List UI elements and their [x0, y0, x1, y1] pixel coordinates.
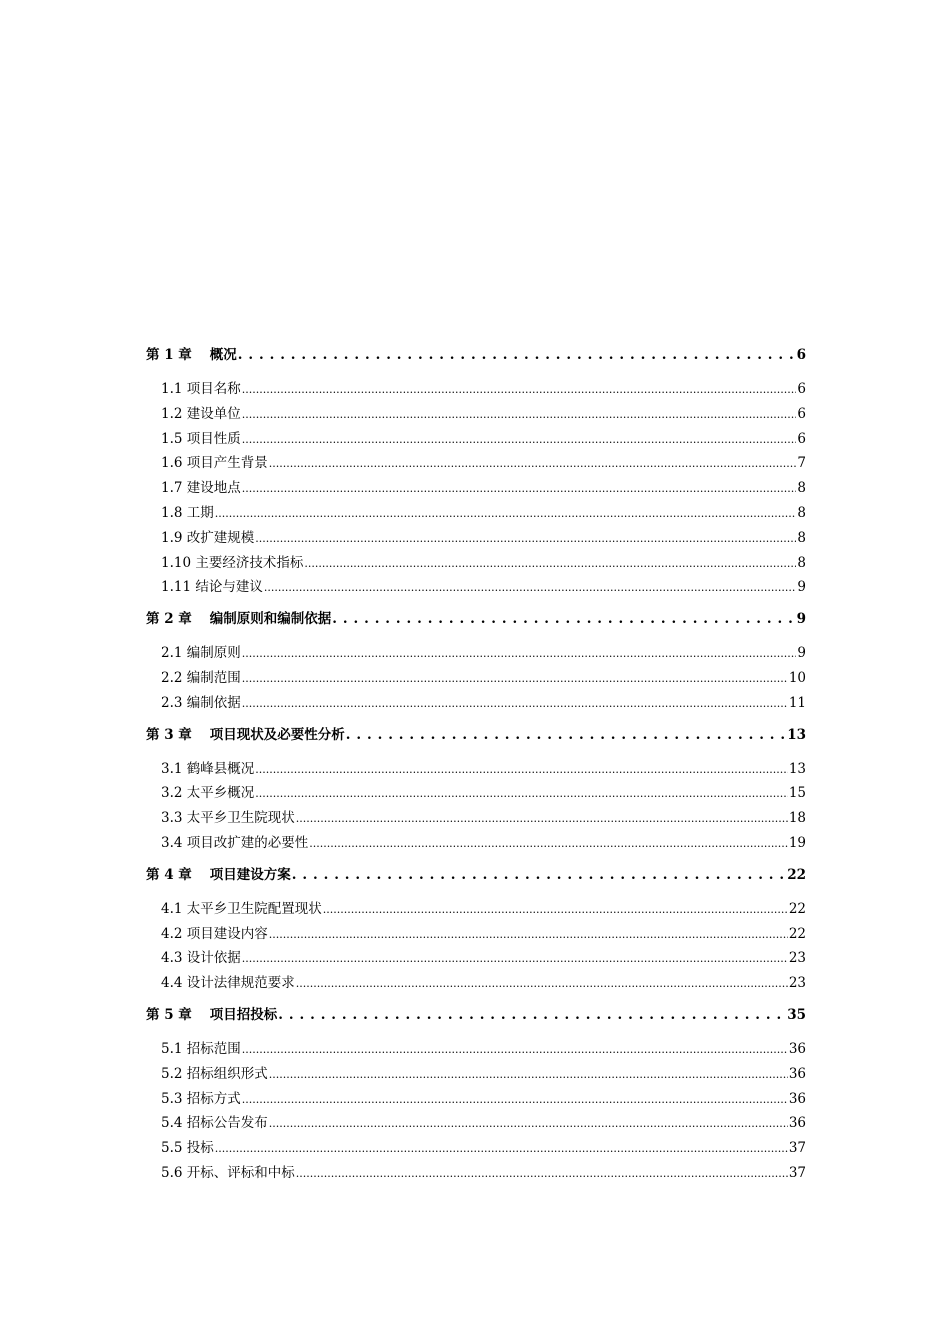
section-title: 1.11 结论与建议 — [161, 579, 263, 596]
page-number: 7 — [797, 455, 806, 472]
toc-section[interactable] — [146, 451, 806, 476]
page-number: 9 — [797, 645, 806, 662]
chapter-title: 编制原则和编制依据 — [209, 611, 332, 628]
toc-section[interactable] — [146, 757, 806, 782]
section-title: 1.1 项目名称 — [161, 381, 241, 397]
section-title: 1.2 建设单位 — [161, 405, 241, 422]
toc-section[interactable] — [146, 402, 806, 427]
toc-section[interactable] — [146, 1111, 806, 1136]
toc-chapter[interactable] — [146, 723, 806, 749]
toc-section[interactable] — [146, 1087, 806, 1112]
dot-leader — [269, 1066, 788, 1082]
dot-leader — [255, 785, 788, 801]
page-number: 35 — [787, 1006, 806, 1023]
toc-chapter[interactable] — [146, 343, 806, 369]
dot-leader — [296, 975, 788, 991]
toc-section[interactable] — [146, 526, 806, 551]
page-number: 18 — [788, 810, 806, 827]
page-number: 36 — [788, 1040, 806, 1057]
toc-section[interactable] — [146, 1062, 806, 1087]
section-title: 1.5 项目性质 — [161, 430, 241, 447]
section-title: 5.2 招标组织形式 — [161, 1065, 268, 1082]
dot-leader — [242, 950, 788, 966]
page-number: 22 — [788, 900, 806, 917]
toc-section[interactable] — [146, 831, 806, 856]
section-title: 3.2 太平乡概况 — [161, 785, 255, 802]
dot-leader — [242, 480, 797, 496]
toc-section[interactable] — [146, 377, 806, 402]
toc-section[interactable] — [146, 476, 806, 501]
dot-leader — [264, 579, 797, 595]
section-title: 3.4 项目改扩建的必要性 — [161, 834, 309, 851]
page-number: 6 — [797, 381, 806, 397]
page-number: 9 — [797, 579, 806, 596]
section-title: 1.6 项目产生背景 — [161, 455, 268, 472]
page-number: 6 — [797, 430, 806, 447]
toc-section[interactable] — [146, 1136, 806, 1161]
toc-section[interactable] — [146, 806, 806, 831]
chapter-number: 第 2 章 — [146, 611, 192, 628]
toc-section[interactable] — [146, 897, 806, 922]
page-number: 36 — [788, 1115, 806, 1132]
dot-leader — [278, 1007, 786, 1023]
chapter-title: 概况 — [209, 347, 237, 363]
page-number: 23 — [788, 950, 806, 967]
section-title: 2.1 编制原则 — [161, 645, 241, 662]
chapter-number: 第 5 章 — [146, 1006, 192, 1023]
dot-leader — [238, 347, 796, 363]
dot-leader — [242, 431, 797, 447]
section-title: 5.4 招标公告发布 — [161, 1115, 268, 1132]
section-title: 4.1 太平乡卫生院配置现状 — [161, 900, 322, 917]
chapter-number: 第 1 章 — [146, 347, 192, 363]
toc-section[interactable] — [146, 922, 806, 947]
page-number: 8 — [797, 504, 806, 521]
toc-section[interactable] — [146, 575, 806, 600]
section-title: 5.1 招标范围 — [161, 1040, 241, 1057]
dot-leader — [242, 1091, 788, 1107]
dot-leader — [242, 645, 797, 661]
dot-leader — [255, 530, 796, 546]
page-number: 15 — [788, 785, 806, 802]
page-number: 36 — [788, 1090, 806, 1107]
dot-leader — [296, 810, 788, 826]
section-title: 1.10 主要经济技术指标 — [161, 554, 304, 571]
page-number: 6 — [797, 405, 806, 422]
section-title: 4.2 项目建设内容 — [161, 925, 268, 942]
section-title: 5.6 开标、评标和中标 — [161, 1164, 295, 1181]
page-number: 36 — [788, 1065, 806, 1082]
toc-section[interactable] — [146, 501, 806, 526]
dot-leader — [255, 761, 788, 777]
section-title: 3.1 鹤峰县概况 — [161, 760, 255, 777]
section-title: 1.9 改扩建规模 — [161, 529, 255, 546]
section-title: 1.8 工期 — [161, 504, 214, 521]
page-number: 22 — [788, 925, 806, 942]
toc-chapter[interactable] — [146, 863, 806, 889]
page-number: 13 — [787, 726, 806, 743]
dot-leader — [269, 455, 797, 471]
dot-leader — [242, 406, 797, 422]
page-number: 23 — [788, 975, 806, 992]
section-title: 4.3 设计依据 — [161, 950, 241, 967]
dot-leader — [242, 1041, 788, 1057]
page-number: 11 — [788, 694, 806, 711]
section-title: 1.7 建设地点 — [161, 480, 241, 497]
page-number: 19 — [788, 834, 806, 851]
table-of-contents — [146, 343, 806, 1186]
dot-leader — [346, 727, 786, 743]
page-number: 10 — [788, 669, 806, 686]
toc-chapter[interactable] — [146, 607, 806, 633]
dot-leader — [309, 835, 788, 851]
toc-section[interactable] — [146, 1037, 806, 1062]
dot-leader — [215, 1140, 788, 1156]
chapter-number: 第 3 章 — [146, 726, 192, 743]
toc-section[interactable] — [146, 946, 806, 971]
chapter-title: 项目建设方案 — [209, 866, 291, 883]
dot-leader — [269, 1115, 788, 1131]
section-title: 2.2 编制范围 — [161, 669, 241, 686]
dot-leader — [296, 1165, 788, 1181]
page-number: 6 — [796, 347, 806, 363]
dot-leader — [215, 505, 797, 521]
page-number: 37 — [788, 1140, 806, 1157]
dot-leader — [304, 555, 796, 571]
toc-section[interactable] — [146, 641, 806, 666]
dot-leader — [269, 926, 788, 942]
page-number: 37 — [788, 1164, 806, 1181]
toc-section[interactable] — [146, 1161, 806, 1186]
toc-section[interactable] — [146, 971, 806, 996]
toc-section[interactable] — [146, 551, 806, 576]
dot-leader — [242, 381, 797, 397]
section-title: 5.5 投标 — [161, 1140, 214, 1157]
dot-leader — [242, 670, 788, 686]
section-title: 3.3 太平乡卫生院现状 — [161, 810, 295, 827]
chapter-title: 项目现状及必要性分析 — [209, 726, 345, 743]
page-number: 13 — [788, 760, 806, 777]
toc-section[interactable] — [146, 781, 806, 806]
dot-leader — [332, 611, 795, 627]
page-number: 22 — [787, 866, 806, 883]
section-title: 4.4 设计法律规范要求 — [161, 975, 295, 992]
dot-leader — [323, 901, 788, 917]
page-number: 8 — [797, 529, 806, 546]
toc-section[interactable] — [146, 427, 806, 452]
page-number: 8 — [797, 480, 806, 497]
toc-section[interactable] — [146, 666, 806, 691]
toc-chapter[interactable] — [146, 1003, 806, 1029]
page-number: 8 — [797, 554, 806, 571]
page-number: 9 — [796, 611, 806, 628]
dot-leader — [242, 695, 788, 711]
toc-section[interactable] — [146, 691, 806, 716]
dot-leader — [292, 867, 786, 883]
chapter-title: 项目招投标 — [209, 1006, 278, 1023]
section-title: 2.3 编制依据 — [161, 694, 241, 711]
chapter-number: 第 4 章 — [146, 866, 192, 883]
section-title: 5.3 招标方式 — [161, 1090, 241, 1107]
